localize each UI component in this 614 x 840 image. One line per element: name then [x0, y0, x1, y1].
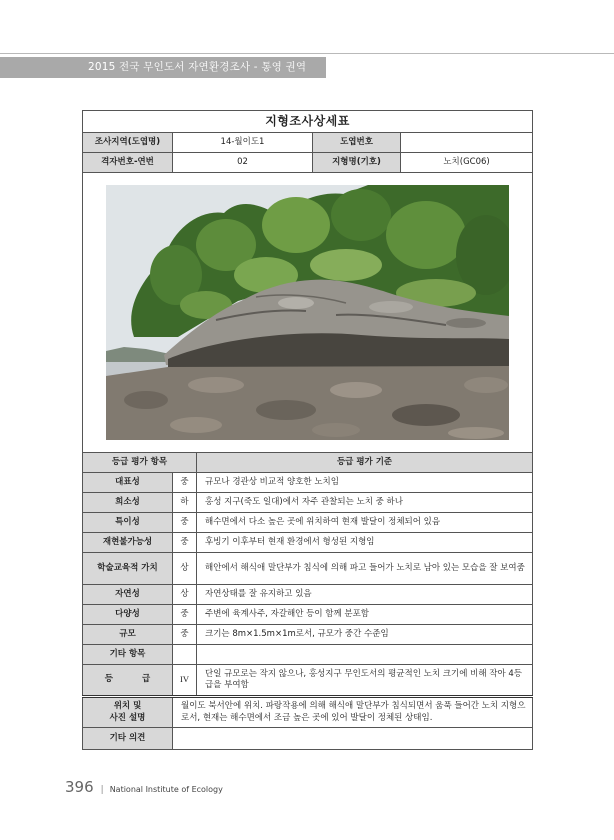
footer-separator: |: [100, 785, 104, 795]
table-row: [83, 665, 533, 697]
other-items-criteria: [197, 645, 533, 665]
eval-criteria: 후빙기 이후부터 현재 환경에서 형성된 지형임: [197, 533, 533, 553]
grid-number-label: 격자번호-연번: [83, 153, 173, 173]
location-label: [83, 697, 173, 728]
eval-grade: 하: [173, 493, 197, 513]
eval-label: 대표성: [83, 473, 173, 493]
eval-criteria: 해안에서 해식애 말단부가 침식에 의해 파고 들어가 노치로 남아 있는 모습을 잘 보여줌: [197, 553, 533, 585]
table-title: 지형조사상세표: [83, 111, 533, 133]
eval-grade: 중: [173, 625, 197, 645]
map-number-value: [401, 133, 533, 153]
eval-label: 자연성: [83, 585, 173, 605]
eval-criteria: 규모나 경관상 비교적 양호한 노치임: [197, 473, 533, 493]
eval-grade: 중: [173, 605, 197, 625]
table-row: [83, 728, 533, 750]
survey-area-value: 14-월이도1: [173, 133, 313, 153]
eval-grade: 상: [173, 585, 197, 605]
landform-name-label: 지형명(기호): [313, 153, 401, 173]
running-header-title: 2015 전국 무인도서 자연환경조사 - 통영 권역: [88, 61, 307, 73]
notch-landform-photo: [106, 185, 509, 440]
photo-rocky-shore: [106, 366, 509, 440]
eval-criteria: 크기는 8m×1.5m×1m로서, 규모가 중간 수준임: [197, 625, 533, 645]
table-row: [83, 533, 533, 553]
table-row: [83, 473, 533, 493]
table-row: [83, 585, 533, 605]
eval-label: 재현불가능성: [83, 533, 173, 553]
eval-label: 학술교육적 가치: [83, 553, 173, 585]
map-number-label: 도엽번호: [313, 133, 401, 153]
table-row: [83, 645, 533, 665]
survey-area-label: 조사지역(도엽명): [83, 133, 173, 153]
final-grade-value: IV: [173, 665, 197, 697]
page-number: 396: [65, 778, 94, 796]
eval-criteria: 주변에 육계사주, 자갈해안 등이 함께 분포함: [197, 605, 533, 625]
other-opinion-label: 기타 의견: [83, 728, 173, 750]
landform-survey-table: [82, 110, 533, 750]
eval-grade: 상: [173, 553, 197, 585]
other-opinion-value: [173, 728, 533, 750]
table-row: [83, 493, 533, 513]
eval-label: 희소성: [83, 493, 173, 513]
location-label-line1: 위치 및: [113, 701, 142, 711]
page-footer: [65, 778, 223, 796]
eval-criteria-header: 등급 평가 기준: [197, 453, 533, 473]
final-grade-label: 등 급: [83, 665, 173, 697]
location-description: 월이도 북서안에 위치. 파랑작용에 의해 해식애 말단부가 침식되면서 움푹 들어간 노치 지형으로서, 현재는 해수면에서 조금 높은 곳에 있어 발달이 정체된 상태임.: [173, 697, 533, 728]
eval-criteria: 자연상태를 잘 유지하고 있음: [197, 585, 533, 605]
publisher-name: National Institute of Ecology: [109, 785, 223, 794]
table-row: [83, 605, 533, 625]
table-row: [83, 553, 533, 585]
eval-label: 규모: [83, 625, 173, 645]
eval-grade: 중: [173, 513, 197, 533]
eval-item-header: 등급 평가 항목: [83, 453, 197, 473]
location-label-line2: 사진 설명: [109, 712, 146, 723]
header-rule: [0, 53, 614, 54]
grid-number-value: 02: [173, 153, 313, 173]
photo-cell: [83, 173, 533, 453]
eval-label: 다양성: [83, 605, 173, 625]
landform-name-value: 노치(GC06): [401, 153, 533, 173]
table-row: [83, 625, 533, 645]
eval-label: 특이성: [83, 513, 173, 533]
table-row: [83, 513, 533, 533]
other-items-grade: [173, 645, 197, 665]
eval-grade: 중: [173, 533, 197, 553]
eval-grade: 중: [173, 473, 197, 493]
table-row: [83, 697, 533, 728]
eval-criteria: 해수면에서 다소 높은 곳에 위치하여 현재 발달이 정체되어 있음: [197, 513, 533, 533]
eval-criteria: 홍성 지구(죽도 일대)에서 자주 관찰되는 노치 중 하나: [197, 493, 533, 513]
other-items-label: 기타 항목: [83, 645, 173, 665]
final-grade-criteria: 단일 규모로는 작지 않으나, 홍성지구 무인도서의 평균적인 노치 크기에 비해 작아 4등급을 부여함: [197, 665, 533, 697]
